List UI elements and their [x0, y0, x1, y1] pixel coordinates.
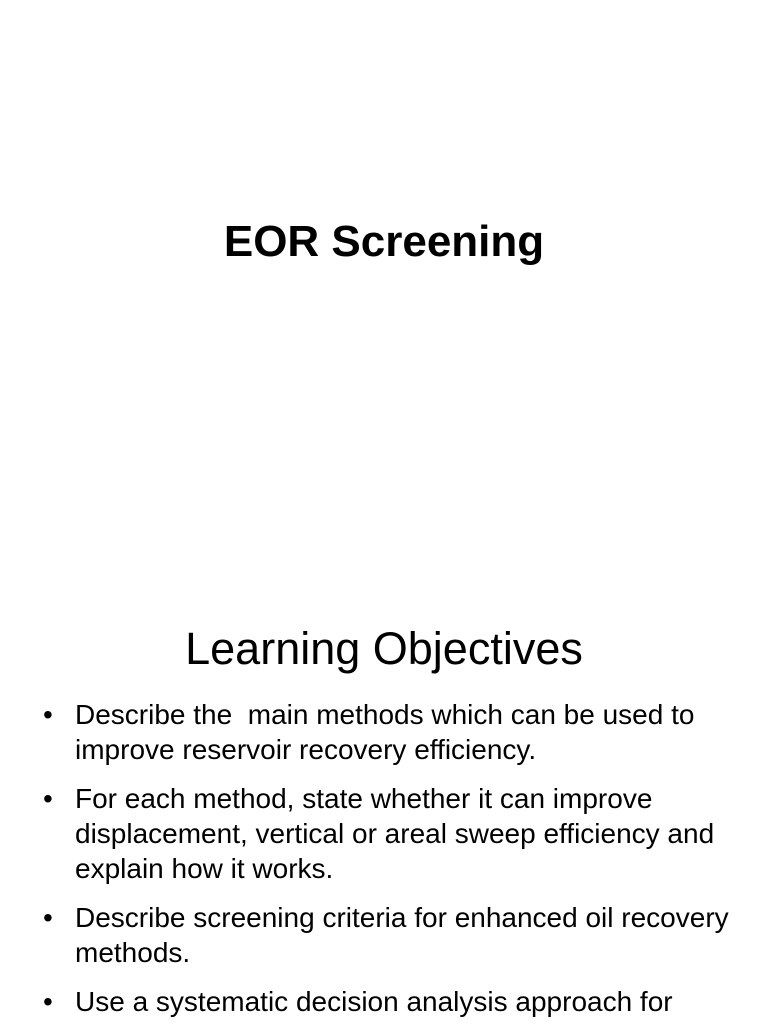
bullet-icon: • [43, 699, 53, 730]
bullet-icon: • [43, 783, 53, 814]
objective-text: For each method, state whether it can improve displacement, vertical or areal sweep efficiency and explain how it works. [75, 783, 715, 884]
list-item [38, 900, 738, 970]
bullet-icon: • [43, 986, 53, 1017]
list-item [38, 781, 738, 886]
objective-text: Use a systematic decision analysis approach for [75, 986, 673, 1017]
section-heading: Learning Objectives [185, 623, 583, 674]
list-item [38, 697, 738, 767]
list-item [38, 984, 738, 1019]
page-title: EOR Screening [223, 217, 545, 266]
bullet-icon: • [43, 902, 53, 933]
objective-text: Describe the main methods which can be used to improve reservoir recovery efficiency. [75, 699, 703, 765]
objective-text: Describe screening criteria for enhanced oil recovery methods. [75, 902, 729, 968]
objectives-list [38, 697, 738, 1024]
